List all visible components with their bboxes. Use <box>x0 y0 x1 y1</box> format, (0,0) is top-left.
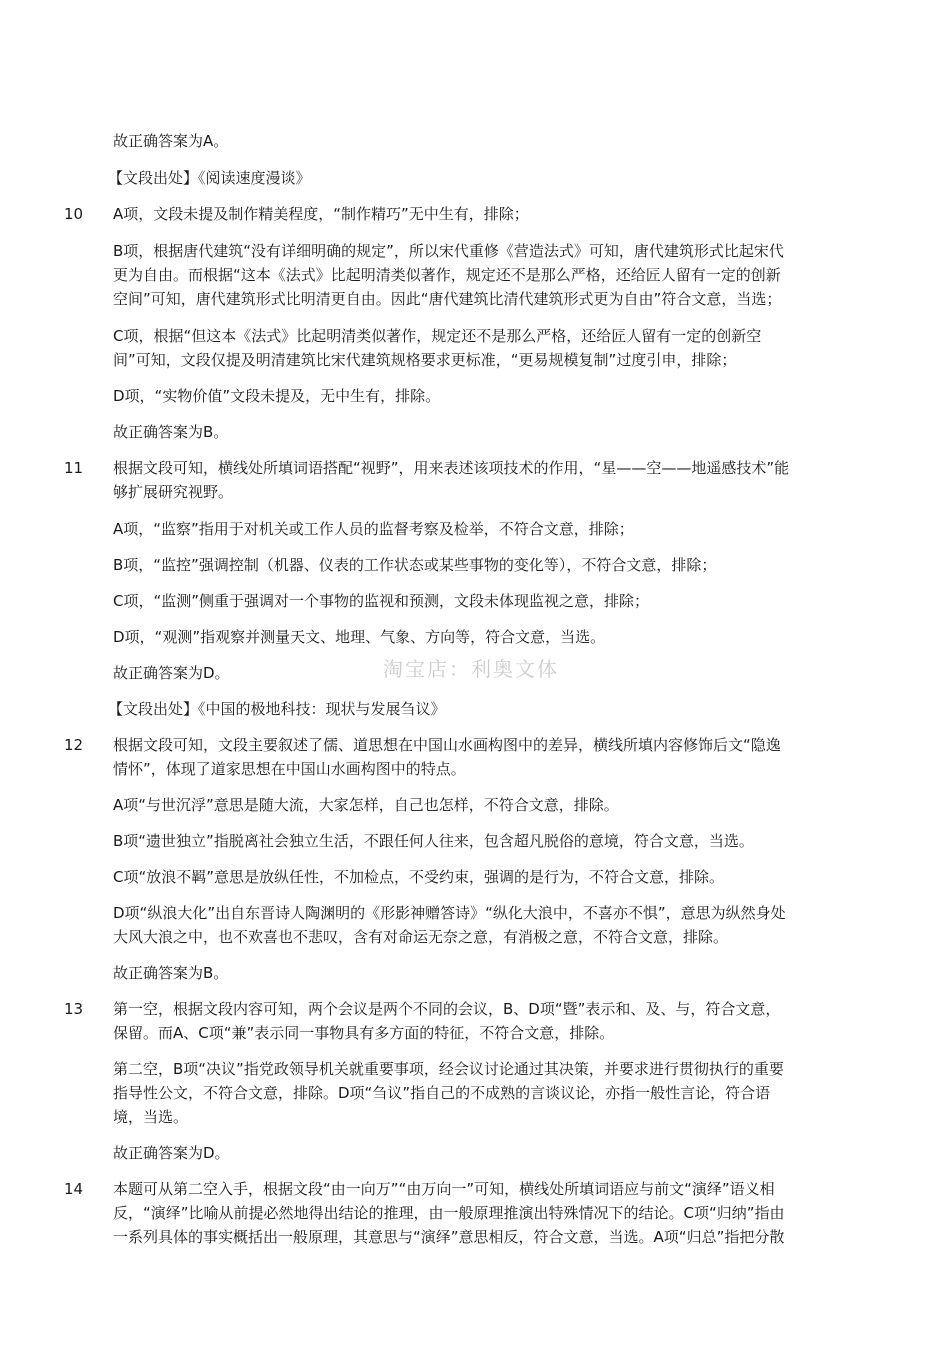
option-b-line: B项，根据唐代建筑“没有详细明确的规定”，所以宋代重修《营造法式》可知，唐代建筑形式比起宋代 <box>113 242 784 260</box>
intro-line: 够扩展研究视野。 <box>113 483 234 501</box>
question-number: 12 <box>64 736 84 754</box>
option-c-line: 间”可知，文段仅提及明清建筑比宋代建筑规格要求更标准，“更易规模复制”过度引申，排除； <box>113 351 737 369</box>
paragraph-line: 指导性公文，不符合文意，排除。D项“刍议”指自己的不成熟的言谈议论，亦指一般性言论，符合语 <box>113 1084 771 1102</box>
option-d-line: D项“纵浪大化”出自东晋诗人陶渊明的《形影神赠答诗》“纵化大浪中，不喜亦不惧”，意思为纵然身处 <box>113 904 786 922</box>
option-a: A项，文段未提及制作精美程度，“制作精巧”无中生有，排除； <box>113 205 529 223</box>
answer-line: 故正确答案为A。 <box>113 132 229 150</box>
paragraph-line: 一系列具体的事实概括出一般原理，其意思与“演绎”意思相反，符合文意，当选。A项“归总”指把分散 <box>113 1228 785 1246</box>
option-b-line: 更为自由。而根据“这本《法式》比起明清类似著作，规定还不是那么严格，还给匠人留有一定的创新 <box>113 266 781 284</box>
intro-line: 根据文段可知，横线处所填词语搭配“视野”，用来表述该项技术的作用，“星——空——地遥感技术”能 <box>113 459 790 477</box>
answer-line: 故正确答案为B。 <box>113 423 229 441</box>
option-c: C项，“监测”侧重于强调对一个事物的监视和预测，文段未体现监视之意，排除； <box>113 592 650 610</box>
option-c: C项“放浪不羁”意思是放纵任性，不加检点，不受约束，强调的是行为，不符合文意，排除。 <box>113 868 725 886</box>
option-d: D项，“观测”指观察并测量天文、地理、气象、方向等，符合文意，当选。 <box>113 628 606 646</box>
option-b: B项“遗世独立”指脱离社会独立生活，不跟任何人往来，包含超凡脱俗的意境，符合文意，当选。 <box>113 832 754 850</box>
paragraph-line: 第二空，B项“决议”指党政领导机关就重要事项，经会议讨论通过其决策，并要求进行贯彻执行的重要 <box>113 1060 784 1078</box>
source-line: 【文段出处】《中国的极地科技：现状与发展刍议》 <box>108 700 446 718</box>
option-a: A项，“监察”指用于对机关或工作人员的监督考察及检举，不符合文意，排除； <box>113 520 634 538</box>
option-d: D项，“实物价值”文段未提及，无中生有，排除。 <box>113 387 441 405</box>
question-number: 11 <box>64 459 84 477</box>
option-a: A项“与世沉浮”意思是随大流，大家怎样，自己也怎样，不符合文意，排除。 <box>113 796 619 814</box>
question-number: 10 <box>64 205 84 223</box>
answer-line: 故正确答案为D。 <box>113 1144 230 1162</box>
watermark: 淘宝店：利奥文体 <box>383 657 559 681</box>
question-number: 13 <box>64 1000 84 1018</box>
answer-line: 故正确答案为D。 <box>113 664 230 682</box>
option-c-line: C项，根据“但这本《法式》比起明清类似著作，规定还不是那么严格，还给匠人留有一定的创新空 <box>113 327 762 345</box>
option-b: B项，“监控”强调控制（机器、仪表的工作状态或某些事物的变化等），不符合文意，排除； <box>113 556 717 574</box>
paragraph-line: 第一空，根据文段内容可知，两个会议是两个不同的会议，B、D项“暨”表示和、及、与，符合文意， <box>113 1000 781 1018</box>
intro-line: 情怀”，体现了道家思想在中国山水画构图中的特点。 <box>113 760 466 778</box>
question-number: 14 <box>64 1180 84 1198</box>
option-d-line: 大风大浪之中，也不欢喜也不悲叹，含有对命运无奈之意，有消极之意，不符合文意，排除。 <box>113 928 729 946</box>
paragraph-line: 反，“演绎”比喻从前提必然地得出结论的推理，由一般原理推演出特殊情况下的结论。C项“归纳”指由 <box>113 1204 785 1222</box>
paragraph-line: 保留。而A、C项“兼”表示同一事物具有多方面的特征，不符合文意，排除。 <box>113 1024 615 1042</box>
option-b-line: 空间”可知，唐代建筑形式比明清更自由。因此“唐代建筑比清代建筑形式更为自由”符合文意，当选； <box>113 290 782 308</box>
paragraph-line: 本题可从第二空入手，根据文段“由一向万”“由万向一”可知，横线处所填词语应与前文“演绎”语义相 <box>113 1180 775 1198</box>
paragraph-line: 境，当选。 <box>113 1108 189 1126</box>
answer-line: 故正确答案为B。 <box>113 964 229 982</box>
source-line: 【文段出处】《阅读速度漫谈》 <box>108 169 311 187</box>
intro-line: 根据文段可知，文段主要叙述了儒、道思想在中国山水画构图中的差异，横线所填内容修饰后文“隐逸 <box>113 736 781 754</box>
